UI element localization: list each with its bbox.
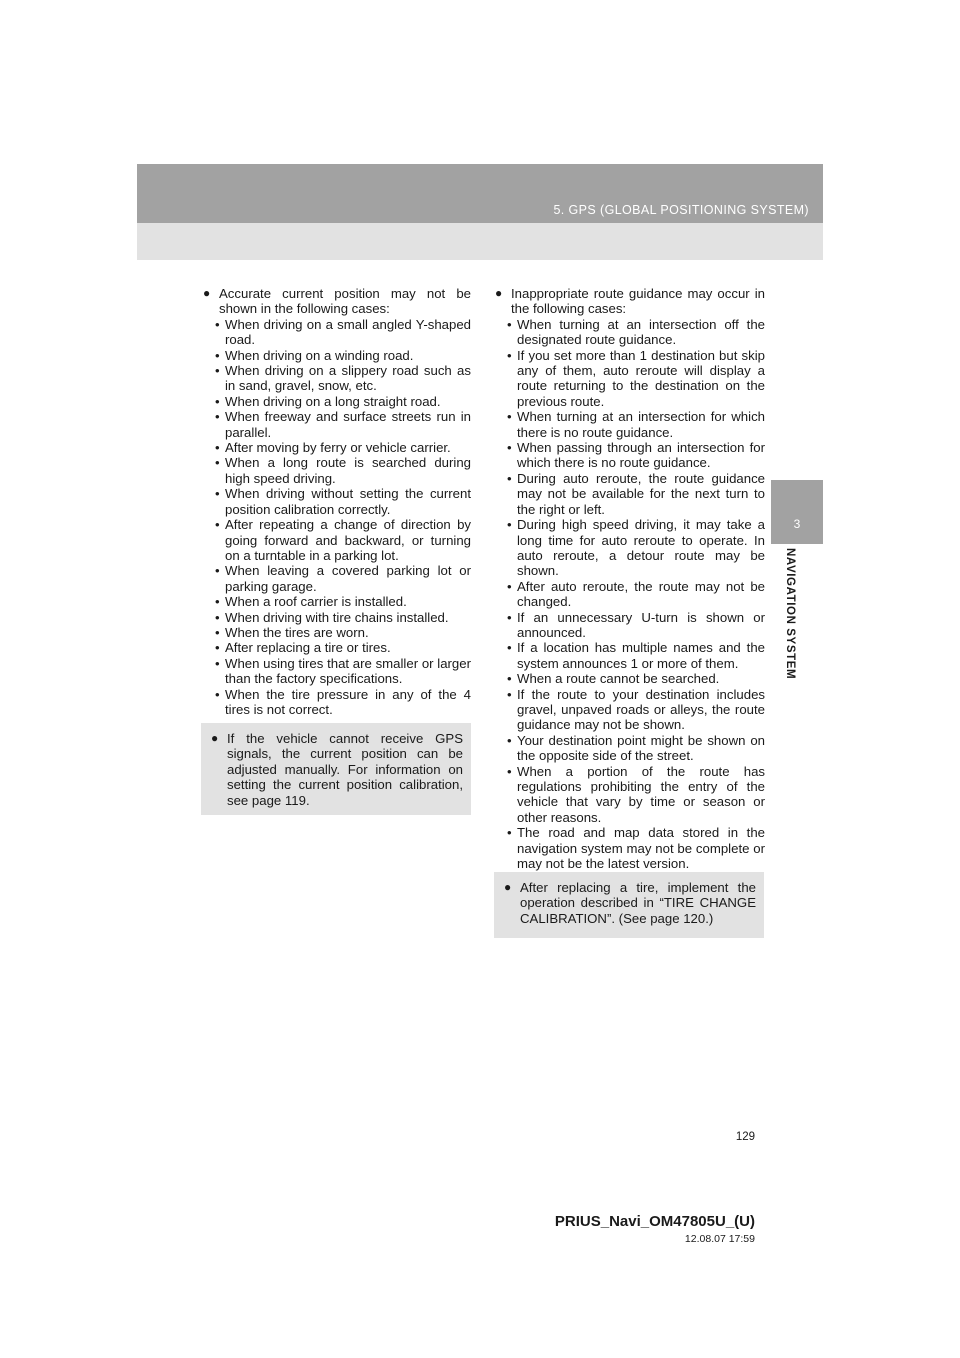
list-dot-icon: • (507, 609, 512, 625)
page-number: 129 (735, 1131, 755, 1143)
list-item (495, 517, 765, 579)
list-item (495, 471, 765, 517)
list-item-text: After repeating a change of direction by going forward and backward, or turning on a turntable in a parking lot. (225, 517, 471, 563)
list-item (203, 687, 471, 718)
bullet-icon: ● (211, 731, 219, 745)
list-dot-icon: • (507, 517, 512, 533)
list-item-text: After moving by ferry or vehicle carrier. (225, 440, 451, 456)
right-intro-text: Inappropriate route guidance may occur in the following cases: (511, 286, 765, 317)
list-item-text: When driving with tire chains installed. (225, 609, 449, 625)
section-title: 5. GPS (GLOBAL POSITIONING SYSTEM) (553, 203, 809, 217)
list-dot-icon: • (215, 640, 220, 656)
list-dot-icon: • (215, 609, 220, 625)
list-item (203, 486, 471, 517)
list-item (203, 563, 471, 594)
list-item (495, 733, 765, 764)
list-item (495, 579, 765, 610)
list-item-text: When passing through an intersection for which there is no route guidance. (517, 440, 765, 471)
left-case-list (203, 317, 471, 718)
list-dot-icon: • (507, 732, 512, 748)
list-item-text: After replacing a tire or tires. (225, 640, 391, 656)
list-item-text: When the tires are worn. (225, 624, 369, 640)
list-dot-icon: • (507, 578, 512, 594)
header-subband (137, 223, 823, 260)
list-dot-icon: • (507, 671, 512, 687)
list-dot-icon: • (507, 347, 512, 363)
list-dot-icon: • (215, 655, 220, 671)
list-item-text: The road and map data stored in the navigation system may not be complete or may not be the latest version. (517, 825, 765, 872)
list-item (203, 517, 471, 563)
list-dot-icon: • (215, 563, 220, 579)
list-item (495, 671, 765, 686)
left-note-text: If the vehicle cannot receive GPS signals, the current position can be adjusted manually. For information on setting the current position calibration, see page 119. (227, 731, 463, 808)
list-item-text: When a route cannot be searched. (517, 671, 720, 687)
list-dot-icon: • (507, 640, 512, 656)
bullet-icon: ● (504, 880, 512, 894)
list-item (203, 348, 471, 363)
list-item-text: If a location has multiple names and the system announces 1 or more of them. (517, 640, 765, 671)
list-item (495, 825, 765, 871)
header-band (137, 164, 823, 223)
list-dot-icon: • (507, 686, 512, 702)
list-dot-icon: • (215, 455, 220, 471)
list-dot-icon: • (215, 686, 220, 702)
list-item-text: When the tire pressure in any of the 4 tires is not correct. (225, 686, 471, 717)
right-note-text: After replacing a tire, implement the operation described in “TIRE CHANGE CALIBRATION”. (See page 120.) (520, 880, 756, 926)
list-item-text: When turning at an intersection for which there is no route guidance. (517, 409, 765, 440)
bullet-icon: ● (203, 286, 211, 300)
list-item (495, 317, 765, 348)
left-note-box (201, 723, 471, 815)
list-dot-icon: • (507, 825, 512, 841)
list-dot-icon: • (215, 347, 220, 363)
list-item-text: When leaving a covered parking lot or parking garage. (225, 563, 471, 594)
list-item-text: Your destination point might be shown on the opposite side of the street. (517, 732, 765, 764)
list-item-text: When turning at an intersection off the designated route guidance. (517, 316, 765, 348)
list-item-text: When freeway and surface streets run in parallel. (225, 409, 471, 440)
list-item-text: If you set more than 1 destination but skip any of them, auto reroute will display a route returning to the destination on the previous route. (517, 347, 765, 409)
right-case-list (495, 317, 765, 872)
list-item (495, 764, 765, 826)
list-item (495, 687, 765, 733)
bullet-icon: ● (495, 286, 503, 300)
list-dot-icon: • (215, 486, 220, 502)
list-dot-icon: • (215, 316, 220, 332)
list-item-text: During auto reroute, the route guidance may not be available for the next turn to the right or left. (517, 470, 765, 517)
chapter-tab (771, 480, 823, 544)
list-dot-icon: • (507, 763, 512, 779)
list-item-text: When driving on a long straight road. (225, 393, 441, 409)
list-dot-icon: • (215, 363, 220, 379)
right-note-box (494, 872, 764, 938)
list-item (203, 363, 471, 394)
list-item (203, 594, 471, 609)
left-column (203, 286, 471, 717)
list-item-text: When driving on a winding road. (225, 347, 414, 363)
left-intro (203, 286, 471, 317)
left-intro-text: Accurate current position may not be shown in the following cases: (219, 286, 471, 317)
list-dot-icon: • (215, 624, 220, 640)
list-item (203, 409, 471, 440)
chapter-number: 3 (793, 517, 801, 531)
list-dot-icon: • (215, 517, 220, 533)
list-item-text: When driving on a slippery road such as in sand, gravel, snow, etc. (225, 363, 471, 394)
list-item (495, 348, 765, 410)
list-item-text: When driving on a small angled Y-shaped road. (225, 316, 471, 348)
list-item (203, 640, 471, 655)
list-item-text: When driving without setting the current position calibration correctly. (225, 486, 471, 517)
list-dot-icon: • (507, 470, 512, 486)
right-intro (495, 286, 765, 317)
list-item (495, 610, 765, 641)
list-item-text: When a roof carrier is installed. (225, 594, 407, 610)
right-column (495, 286, 765, 871)
list-item-text: If the route to your destination includes gravel, unpaved roads or alleys, the route guidance may not be shown. (517, 686, 765, 733)
list-item (203, 440, 471, 455)
list-item (495, 640, 765, 671)
list-item-text: When a long route is searched during high speed driving. (225, 455, 471, 486)
print-timestamp: 12.08.07 17:59 (684, 1233, 755, 1245)
list-item (495, 440, 765, 471)
list-item (203, 625, 471, 640)
list-dot-icon: • (507, 440, 512, 456)
list-dot-icon: • (215, 594, 220, 610)
list-item-text: When a portion of the route has regulations prohibiting the entry of the vehicle that vary by time or season or other reasons. (517, 763, 765, 825)
list-item (203, 317, 471, 348)
list-item-text: After auto reroute, the route may not be changed. (517, 578, 765, 610)
list-dot-icon: • (507, 316, 512, 332)
list-item-text: During high speed driving, it may take a long time for auto reroute to operate. In auto reroute, a detour route may be shown. (517, 517, 765, 579)
list-item (203, 610, 471, 625)
list-dot-icon: • (507, 409, 512, 425)
list-item (203, 394, 471, 409)
list-item (203, 455, 471, 486)
list-item-text: When using tires that are smaller or larger than the factory specifications. (225, 655, 471, 687)
list-dot-icon: • (215, 409, 220, 425)
chapter-label: NAVIGATION SYSTEM (784, 548, 796, 680)
list-item-text: If an unnecessary U-turn is shown or announced. (517, 609, 765, 640)
document-code: PRIUS_Navi_OM47805U_(U) (554, 1213, 755, 1230)
list-dot-icon: • (215, 393, 220, 409)
list-item (495, 409, 765, 440)
list-item (203, 656, 471, 687)
list-dot-icon: • (215, 440, 220, 456)
